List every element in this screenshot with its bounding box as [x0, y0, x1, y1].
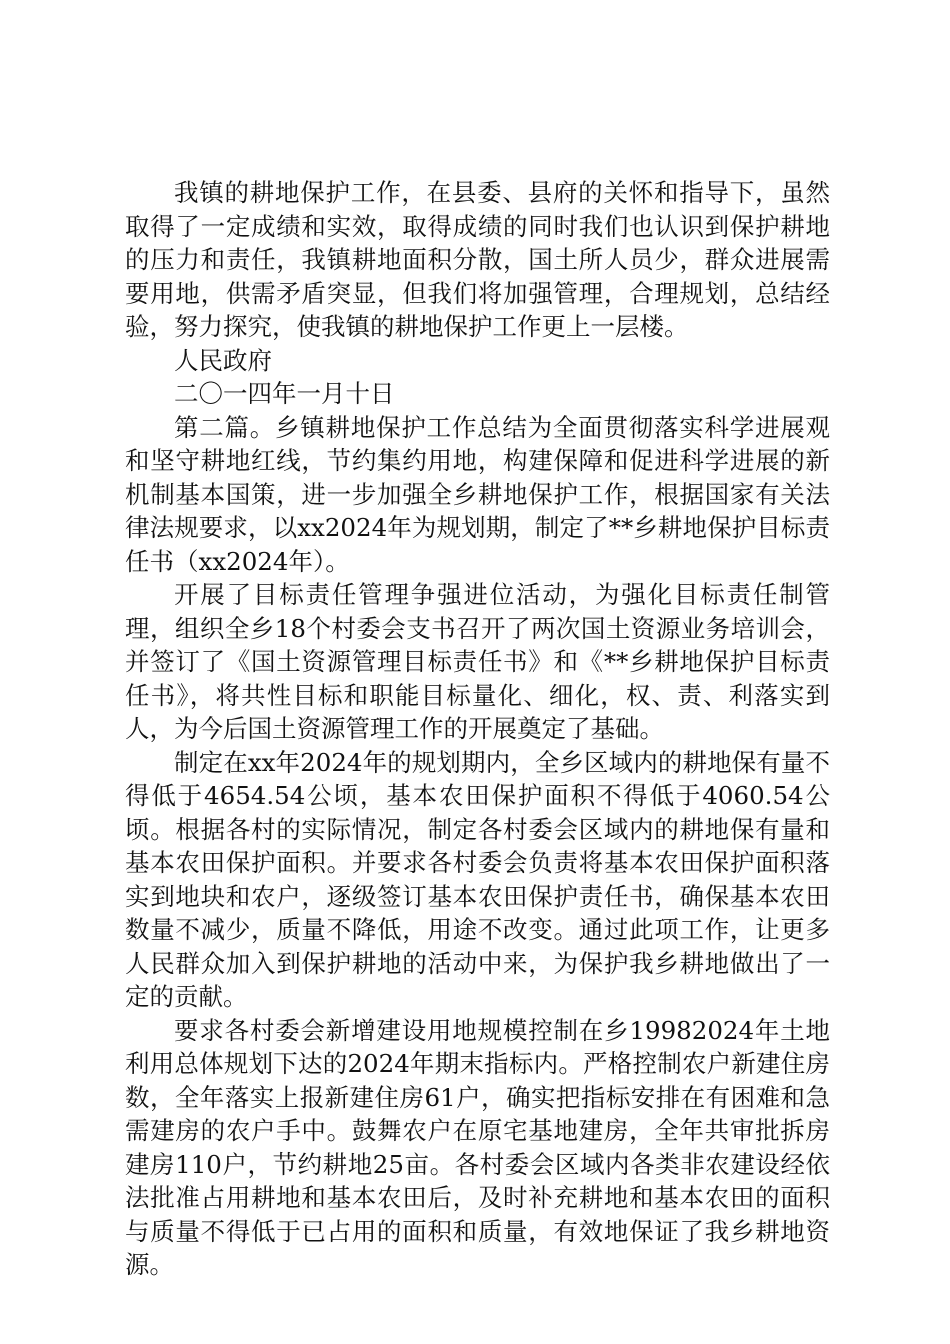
- paragraph-target-responsibility: 开展了目标责任管理争强进位活动，为强化目标责任制管理，组织全乡18个村委会支书召开了两次国土资源业务培训会，并签订了《国土资源管理目标责任书》和《**乡耕地保护目标责任书》，将共性目标和职能目标量化、细化，权、责、利落实到人，为今后国土资源管理工作的开展奠定了基础。: [125, 580, 830, 743]
- paragraph-conclusion: 我镇的耕地保护工作，在县委、县府的关怀和指导下，虽然取得了一定成绩和实效，取得成绩的同时我们也认识到保护耕地的压力和责任，我镇耕地面积分散，国土所人员少，群众进展需要用地，供需矛盾突显，但我们将加强管理，合理规划，总结经验，努力探究，使我镇的耕地保护工作更上一层楼。: [125, 178, 830, 341]
- signature-date: 二〇一四年一月十日: [174, 379, 395, 408]
- paragraph-planning-period: 制定在xx年2024年的规划期内，全乡区域内的耕地保有量不得低于4654.54公顷，基本农田保护面积不得低于4060.54公顷。根据各村的实际情况，制定各村委会区域内的耕地保有量和基本农田保护面积。并要求各村委会负责将基本农田保护面积落实到地块和农户，逐级签订基本农田保护责任书，确保基本农田数量不减少，质量不降低，用途不改变。通过此项工作，让更多人民群众加入到保护耕地的活动中来，为保护我乡耕地做出了一定的贡献。: [125, 747, 830, 1011]
- document-body: [125, 176, 830, 1282]
- paragraph-second-article-intro: 第二篇。乡镇耕地保护工作总结为全面贯彻落实科学进展观和坚守耕地红线，节约集约用地，构建保障和促进科学进展的新机制基本国策，进一步加强全乡耕地保护工作，根据国家有关法律法规要求，以xx2024年为规划期，制定了**乡耕地保护目标责任书（xx2024年）。: [125, 412, 830, 576]
- signature-organization: 人民政府: [174, 345, 272, 375]
- paragraph-construction-control: 要求各村委会新增建设用地规模控制在乡19982024年土地利用总体规划下达的2024年期末指标内。严格控制农户新建住房数，全年落实上报新建住房61户，确实把指标安排在有困难和急需建房的农户手中。鼓舞农户在原宅基地建房，全年共审批拆房建房110户，节约耕地25亩。各村委会区域内各类非农建设经依法批准占用耕地和基本农田后，及时补充耕地和基本农田的面积与质量不得低于已占用的面积和质量，有效地保证了我乡耕地资源。: [125, 1015, 830, 1279]
